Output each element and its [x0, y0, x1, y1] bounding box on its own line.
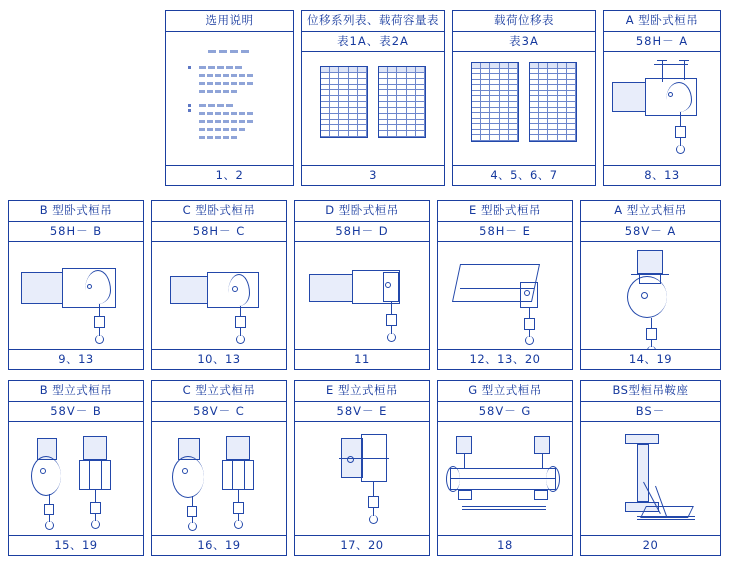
card-header: D 型卧式桓吊 [295, 201, 429, 222]
card-type-c-vertical[interactable] [151, 380, 287, 556]
card-subheader: 表3A [453, 32, 595, 53]
card-figure-horizontal-hoist-b [9, 242, 143, 349]
card-figure-horizontal-hoist-c [152, 242, 286, 349]
card-subheader: 58V－ B [9, 402, 143, 423]
card-subheader: BS－ [581, 402, 720, 423]
card-selection-notes[interactable] [165, 10, 294, 186]
card-figure-text-block [166, 32, 293, 165]
card-footer: 4、5、6、7 [453, 165, 595, 186]
table-cell [472, 135, 481, 141]
card-type-a-vertical[interactable] [580, 200, 721, 370]
card-type-g-vertical[interactable] [437, 380, 573, 556]
card-footer: 17、20 [295, 535, 429, 556]
table-cell [539, 135, 548, 141]
table-cell [358, 131, 367, 137]
card-subheader: 58V－ G [438, 402, 572, 423]
card-footer: 14、19 [581, 349, 720, 370]
card-header: E 型立式桓吊 [295, 381, 429, 402]
card-figure-horizontal-hoist-e [438, 242, 572, 349]
card-footer: 1、2 [166, 165, 293, 186]
card-type-e-horizontal[interactable] [437, 200, 573, 370]
card-header: BS型桓吊鞍座 [581, 381, 720, 402]
card-footer: 18 [438, 535, 572, 556]
card-footer: 9、13 [9, 349, 143, 370]
card-subheader: 58H－ E [438, 222, 572, 243]
card-header: 选用说明 [166, 11, 293, 32]
card-footer: 3 [302, 165, 444, 186]
table-cell [481, 135, 490, 141]
table-cell [397, 131, 406, 137]
card-footer: 11 [295, 349, 429, 370]
card-figure-two-tables [453, 52, 595, 165]
card-subheader: 58V－ A [581, 222, 720, 243]
table-cell [500, 135, 509, 141]
table-cell [379, 131, 388, 137]
card-type-a-horizontal[interactable] [603, 10, 721, 186]
card-type-b-vertical[interactable] [8, 380, 144, 556]
card-figure-vertical-hoist-c [152, 422, 286, 535]
card-type-c-horizontal[interactable] [151, 200, 287, 370]
card-type-b-horizontal[interactable] [8, 200, 144, 370]
card-subheader: 58H－ A [604, 32, 720, 53]
card-footer: 16、19 [152, 535, 286, 556]
table-cell [321, 131, 330, 137]
card-figure-vertical-hoist-e [295, 422, 429, 535]
card-header: C 型立式桓吊 [152, 381, 286, 402]
card-type-d-horizontal[interactable] [294, 200, 430, 370]
card-header: 位移系列表、载荷容量表 [302, 11, 444, 32]
card-subheader: 58H－ C [152, 222, 286, 243]
table-cell [490, 135, 499, 141]
table-cell [416, 131, 425, 137]
card-figure-vertical-hoist-b [9, 422, 143, 535]
card-header: A 型立式桓吊 [581, 201, 720, 222]
card-bs-saddle[interactable] [580, 380, 721, 556]
card-header: G 型立式桓吊 [438, 381, 572, 402]
card-type-e-vertical[interactable] [294, 380, 430, 556]
card-subheader: 58H－ B [9, 222, 143, 243]
table-cell [558, 135, 567, 141]
table-cell [567, 135, 576, 141]
table-cell [339, 131, 348, 137]
card-subheader: 表1A、表2A [302, 32, 444, 53]
card-footer: 15、19 [9, 535, 143, 556]
card-header: E 型卧式桓吊 [438, 201, 572, 222]
table-cell [548, 135, 557, 141]
card-footer: 8、13 [604, 165, 720, 186]
card-header: C 型卧式桓吊 [152, 201, 286, 222]
table-cell [388, 131, 397, 137]
card-figure-horizontal-hoist-a [604, 52, 720, 165]
table-cell [330, 131, 339, 137]
card-displacement-series-table[interactable] [301, 10, 445, 186]
card-figure-two-tables [302, 52, 444, 165]
card-figure-vertical-hoist-g [438, 422, 572, 535]
table-cell [530, 135, 539, 141]
card-footer: 20 [581, 535, 720, 556]
card-subheader: 58V－ C [152, 402, 286, 423]
card-figure-vertical-hoist-a [581, 242, 720, 349]
card-header: B 型立式桓吊 [9, 381, 143, 402]
card-header: 载荷位移表 [453, 11, 595, 32]
card-figure-i-beam-saddle [581, 422, 720, 535]
table-cell [509, 135, 518, 141]
table-cell [407, 131, 416, 137]
card-header: B 型卧式桓吊 [9, 201, 143, 222]
card-figure-horizontal-hoist-d [295, 242, 429, 349]
card-footer: 12、13、20 [438, 349, 572, 370]
card-subheader: 58V－ E [295, 402, 429, 423]
card-subheader: 58H－ D [295, 222, 429, 243]
card-footer: 10、13 [152, 349, 286, 370]
card-header: A 型卧式桓吊 [604, 11, 720, 32]
table-cell [349, 131, 358, 137]
card-load-displacement-table[interactable] [452, 10, 596, 186]
